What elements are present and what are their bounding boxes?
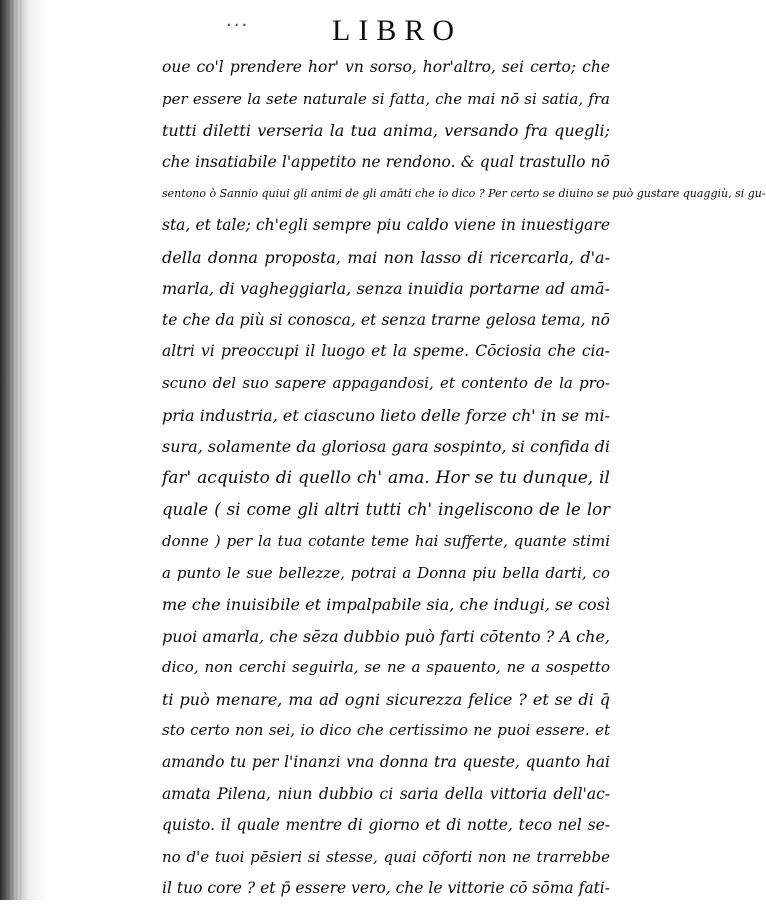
text-line: ti può menare, ma ad ogni sicurezza felice ? et se di q̄ — [162, 689, 610, 709]
text-line: per essere la sete naturale si fatta, che mai nō si satia, fra — [162, 89, 610, 108]
text-line: quisto. il quale mentre di giorno et di notte, teco nel se- — [162, 816, 610, 835]
text-line: amando tu per l'inanzi vna donna tra queste, quanto hai — [162, 753, 610, 772]
text-line: oue co'l prendere hor' vn sorso, hor'altro, sei certo; che — [162, 58, 610, 76]
text-line: dico, non cerchi seguirla, se ne a spauento, ne a sospetto — [162, 658, 610, 677]
text-line: sura, solamente da gloriosa gara sospinto, si confida di — [162, 437, 610, 457]
text-line: sta, et tale; ch'egli sempre piu caldo viene in inuestigare — [162, 215, 610, 234]
text-line: sentono ò Sannio quiui gli animi de gli amāti che io dico ? Per certo se diuino se può gustare quaggiù, si gu- — [162, 187, 766, 201]
text-line: della donna proposta, mai non lasso di ricercarla, d'a- — [162, 247, 610, 267]
text-line: il tuo core ? et p̄ essere vero, che le vittorie cō sōma fati- — [162, 879, 610, 898]
text-line: far' acquisto di quello ch' ama. Hor se tu dunque, il — [162, 467, 610, 488]
text-line: a punto le sue bellezze, potrai a Donna piu bella darti, co — [162, 563, 610, 582]
text-line: pria industria, et ciascuno lieto delle forze ch' in se mi- — [162, 405, 610, 425]
body-text — [162, 52, 766, 905]
running-head: LIBRO — [332, 14, 462, 47]
text-line: marla, di vagheggiarla, senza inuidia portarne ad amā- — [162, 279, 610, 299]
text-line: te che da più si conosca, et senza trarne gelosa tema, nō — [162, 310, 610, 329]
text-line: no d'e tuoi pēsieri si stesse, quai cōforti non ne trarrebbe — [162, 847, 610, 866]
text-line: tutti diletti verseria la tua anima, versando fra quegli; — [162, 121, 610, 141]
text-line: altri vi preoccupi il luogo et la speme. Cōciosia che cia- — [162, 342, 610, 361]
text-line: donne ) per la tua cotante teme hai sufferte, quante stimi — [162, 531, 610, 550]
page-gutter-shadow — [0, 0, 22, 900]
text-line: sto certo non sei, io dico che certissimo ne puoi essere. et — [162, 721, 610, 740]
text-line: puoi amarla, che sēza dubbio può farti cōtento ? A che, — [162, 626, 610, 646]
text-line: amata Pilena, niun dubbio ci saria della vittoria dell'ac- — [162, 784, 610, 803]
text-line: scuno del suo sapere appagandosi, et contento de la pro- — [162, 373, 610, 392]
text-line: me che inuisibile et impalpabile sia, che indugi, se così — [162, 595, 610, 615]
text-line: che insatiabile l'appetito ne rendono. & qual trastullo nō — [162, 152, 610, 171]
text-line: quale ( si come gli altri tutti ch' ingeliscono de le lor — [162, 500, 610, 520]
header-ornament: ... — [226, 10, 250, 31]
